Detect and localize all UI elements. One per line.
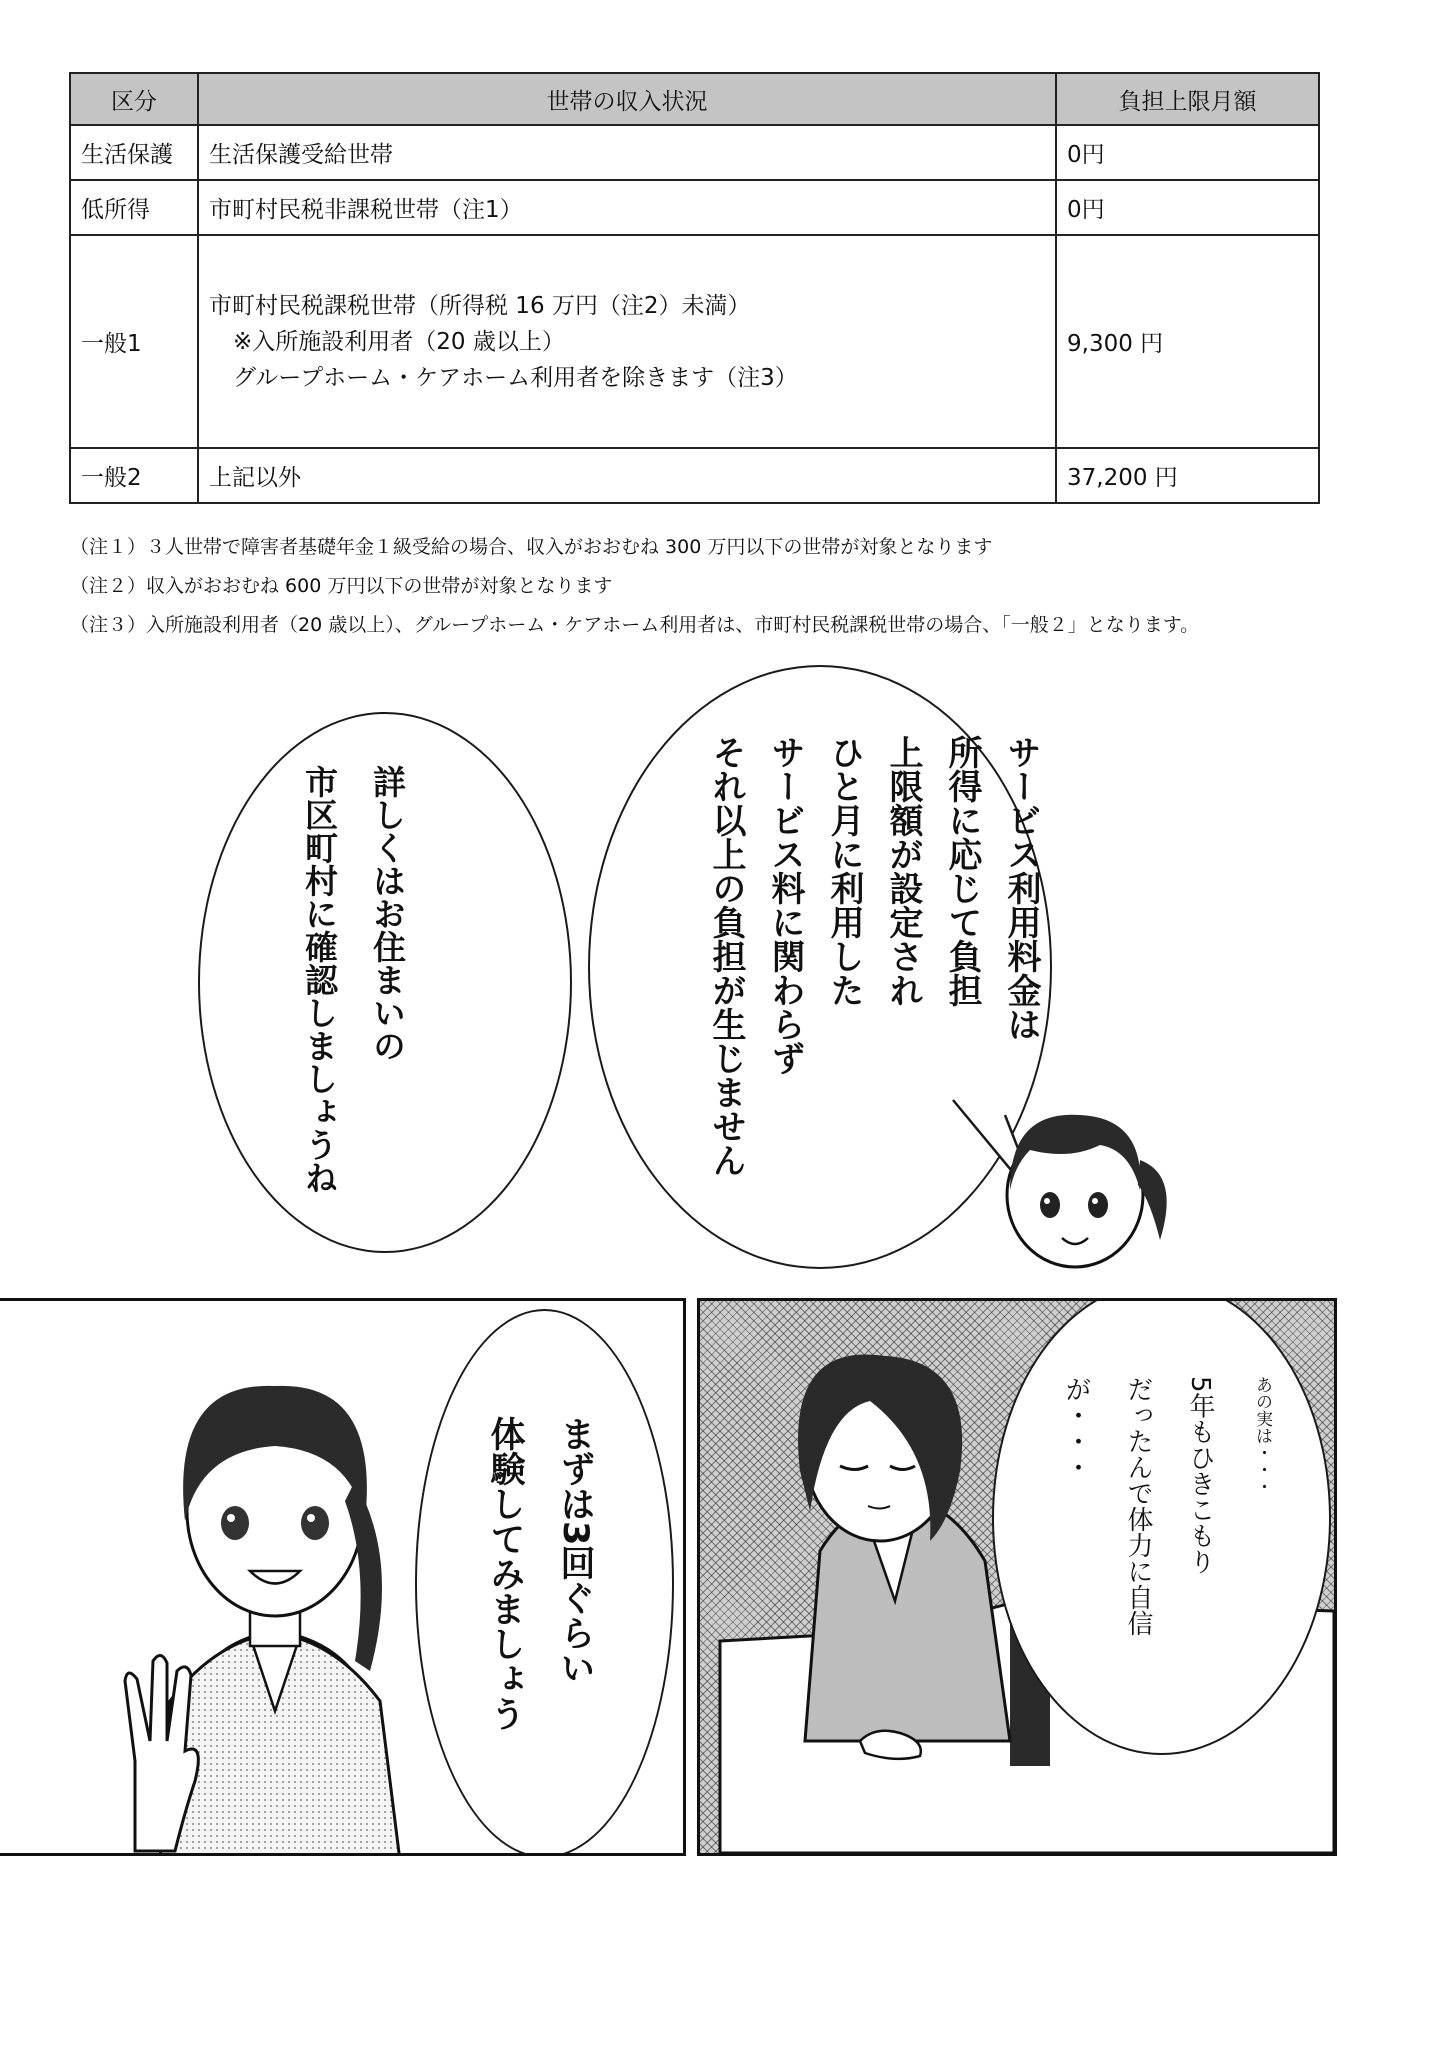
table-row (70, 235, 1319, 448)
hand-three-fingers-illustration (115, 1641, 215, 1856)
note-2: （注２）収入がおおむね 600 万円以下の世帯が対象となります (70, 575, 613, 597)
row-condition: 上記以外 (198, 448, 1056, 503)
row-condition: 市町村民税課税世帯（所得税 16 万円（注2）未満） (209, 292, 751, 319)
table-header-row (70, 73, 1319, 125)
note-3: （注３）入所施設利用者（20 歳以上）、グループホーム・ケアホーム利用者は、市町村民税課税世帯の場合、「一般２」となります。 (70, 614, 1200, 636)
speech-bubble-left-text: 詳しくはお住まいの 市区町村に確認しましょうね (300, 765, 407, 1194)
fee-limit-table (69, 72, 1320, 504)
table-row (70, 125, 1319, 180)
note-1: （注１）３人世帯で障害者基礎年金１級受給の場合、収入がおおむね 300 万円以下の世帯が対象となります (70, 536, 993, 558)
comic-panel-left (0, 1298, 686, 1856)
header-category: 区分 (70, 73, 198, 125)
row-category: 生活保護 (70, 125, 198, 180)
table-row (70, 448, 1319, 503)
row-condition: グループホーム・ケアホーム利用者を除きます（注3） (233, 364, 798, 391)
row-category: 低所得 (70, 180, 198, 235)
row-amount: 0円 (1056, 180, 1319, 235)
row-amount: 9,300 円 (1056, 235, 1319, 448)
comic-panel-right (697, 1298, 1337, 1856)
header-monthly-limit: 負担上限月額 (1056, 73, 1319, 125)
girl-character-illustration (990, 1080, 1190, 1280)
row-condition: ※入所施設利用者（20 歳以上） (233, 328, 565, 355)
row-category: 一般1 (70, 235, 198, 448)
speech-bubble-center-text: サービス利用料金は 所得に応じて負担 上限額が設定され ひと月に利用した サービス料に関わらず それ以上の負担が生じません (706, 735, 1041, 1177)
row-amount: 37,200 円 (1056, 448, 1319, 503)
table-row (70, 180, 1319, 235)
header-income-status: 世帯の収入状況 (198, 73, 1056, 125)
speech-bubble-panel-left-text: まずは3回ぐらい 体験してみましょう (485, 1416, 595, 1731)
row-condition: 市町村民税非課税世帯（注1） (198, 180, 1056, 235)
row-amount: 0円 (1056, 125, 1319, 180)
row-condition: 生活保護受給世帯 (198, 125, 1056, 180)
speech-bubble-panel-right-text: あの実は・・・ 5年もひきこもり だったんで体力に自信 が・・・ (1061, 1376, 1272, 1636)
table-notes (70, 528, 1370, 645)
row-category: 一般2 (70, 448, 198, 503)
row-conditions (198, 235, 1056, 448)
